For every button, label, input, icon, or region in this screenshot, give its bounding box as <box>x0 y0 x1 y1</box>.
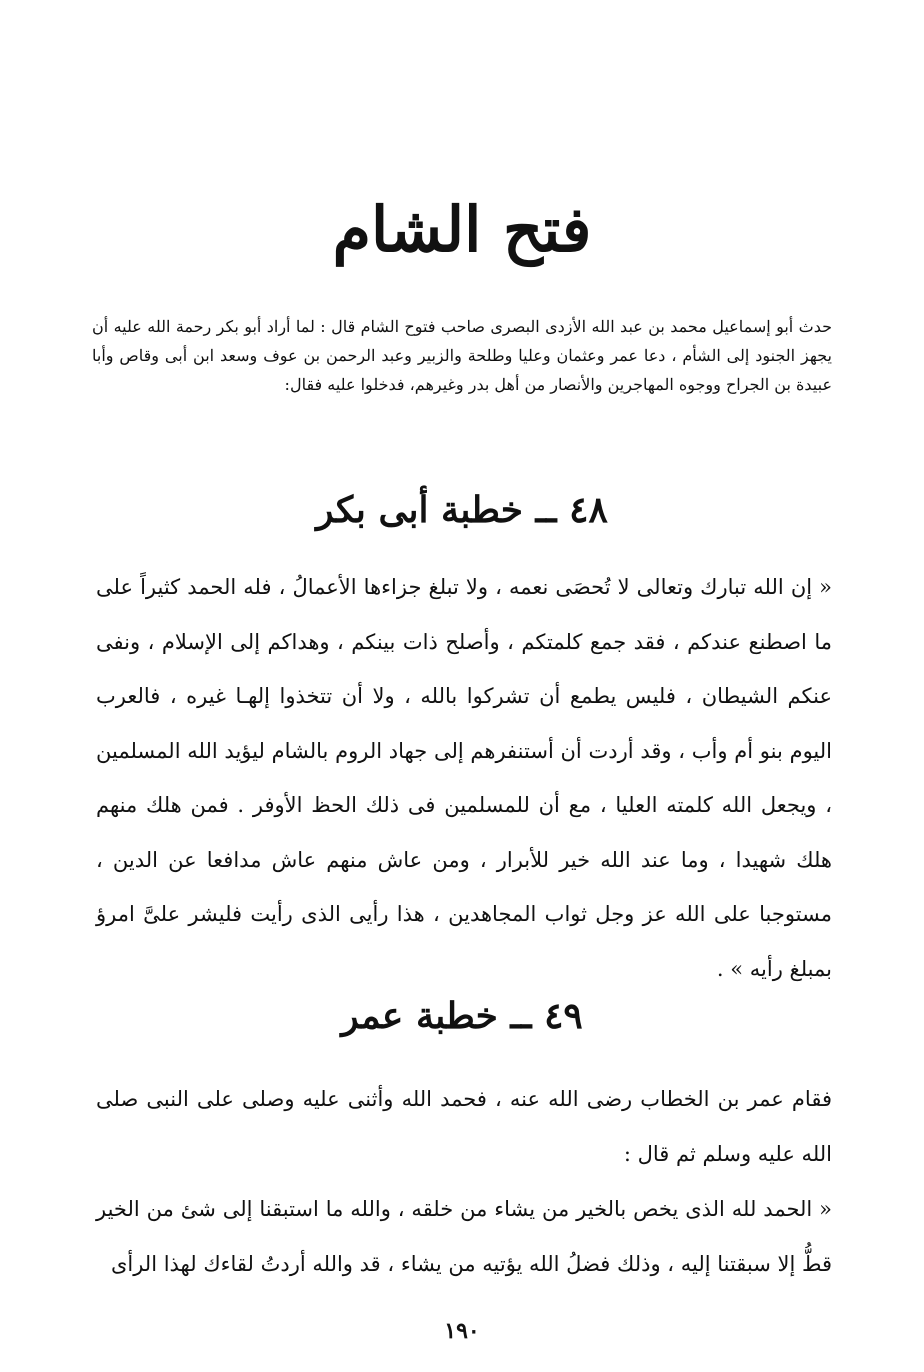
section-heading-48: ٤٨ ــ خطبة أبى بكر <box>316 489 608 531</box>
narration-umar: فقام عمر بن الخطاب رضى الله عنه ، فحمد الله وأثنى عليه وصلى على النبى صلى الله عليه وسلم ثم قال : <box>96 1087 832 1166</box>
page-title: فتح الشام <box>332 193 592 266</box>
speech-umar: « الحمد لله الذى يخص بالخير من يشاء من خلقه ، والله ما استبقنا إلى شئ من الخير قطُّ إلا سبقتنا إليه ، وذلك فضلُ الله يؤتيه من يشاء ، قد والله أردتُ لقاءك لهذا الرأى <box>96 1197 832 1276</box>
section-heading-49: ٤٩ ــ خطبة عمر <box>341 995 583 1037</box>
speech-abu-bakr: « إن الله تبارك وتعالى لا تُحصَى نعمه ، ولا تبلغ جزاءها الأعمالُ ، فله الحمد كثيراً على ما اصطنع عندكم ، فقد جمع كلمتكم ، وأصلح ذات بينكم ، وهداكم إلى الإسلام ، ونفى عنكم الشيطان ، فليس يطمع أن تشركوا بالله ، ولا أن تتخذوا إلهـا غيره ، فالعرب اليوم بنو أم وأب ، وقد أردت أن أستنفرهم إلى جهاد الروم بالشام ليؤيد الله المسلمين ، ويجعل الله كلمته العليا ، مع أن للمسلمين فى ذلك الحظ الأوفر . فمن هلك منهم هلك شهيدا ، وما عند الله خير للأبرار ، ومن عاش منهم عاش مدافعا عن الدين ، مستوجبا على الله عز وجل ثواب المجاهدين ، هذا رأيى الذى رأيت فليشر علىَّ امرؤ بمبلغ رأيه » . <box>96 575 832 981</box>
page-number: ١٩٠ <box>444 1318 480 1344</box>
intro-paragraph: حدث أبو إسماعيل محمد بن عبد الله الأزدى البصرى صاحب فتوح الشام قال : لما أراد أبو بكر رحمة الله عليه أن يجهز الجنود إلى الشأم ، دعا عمر وعثمان وعليا وطلحة والزبير وعبد الرحمن بن عوف وسعد ابن أبى وقاص وأبا عبيدة بن الجراح ووجوه المهاجرين والأنصار من أهل بدر وغيرهم، فدخلوا عليه فقال: <box>92 317 832 394</box>
